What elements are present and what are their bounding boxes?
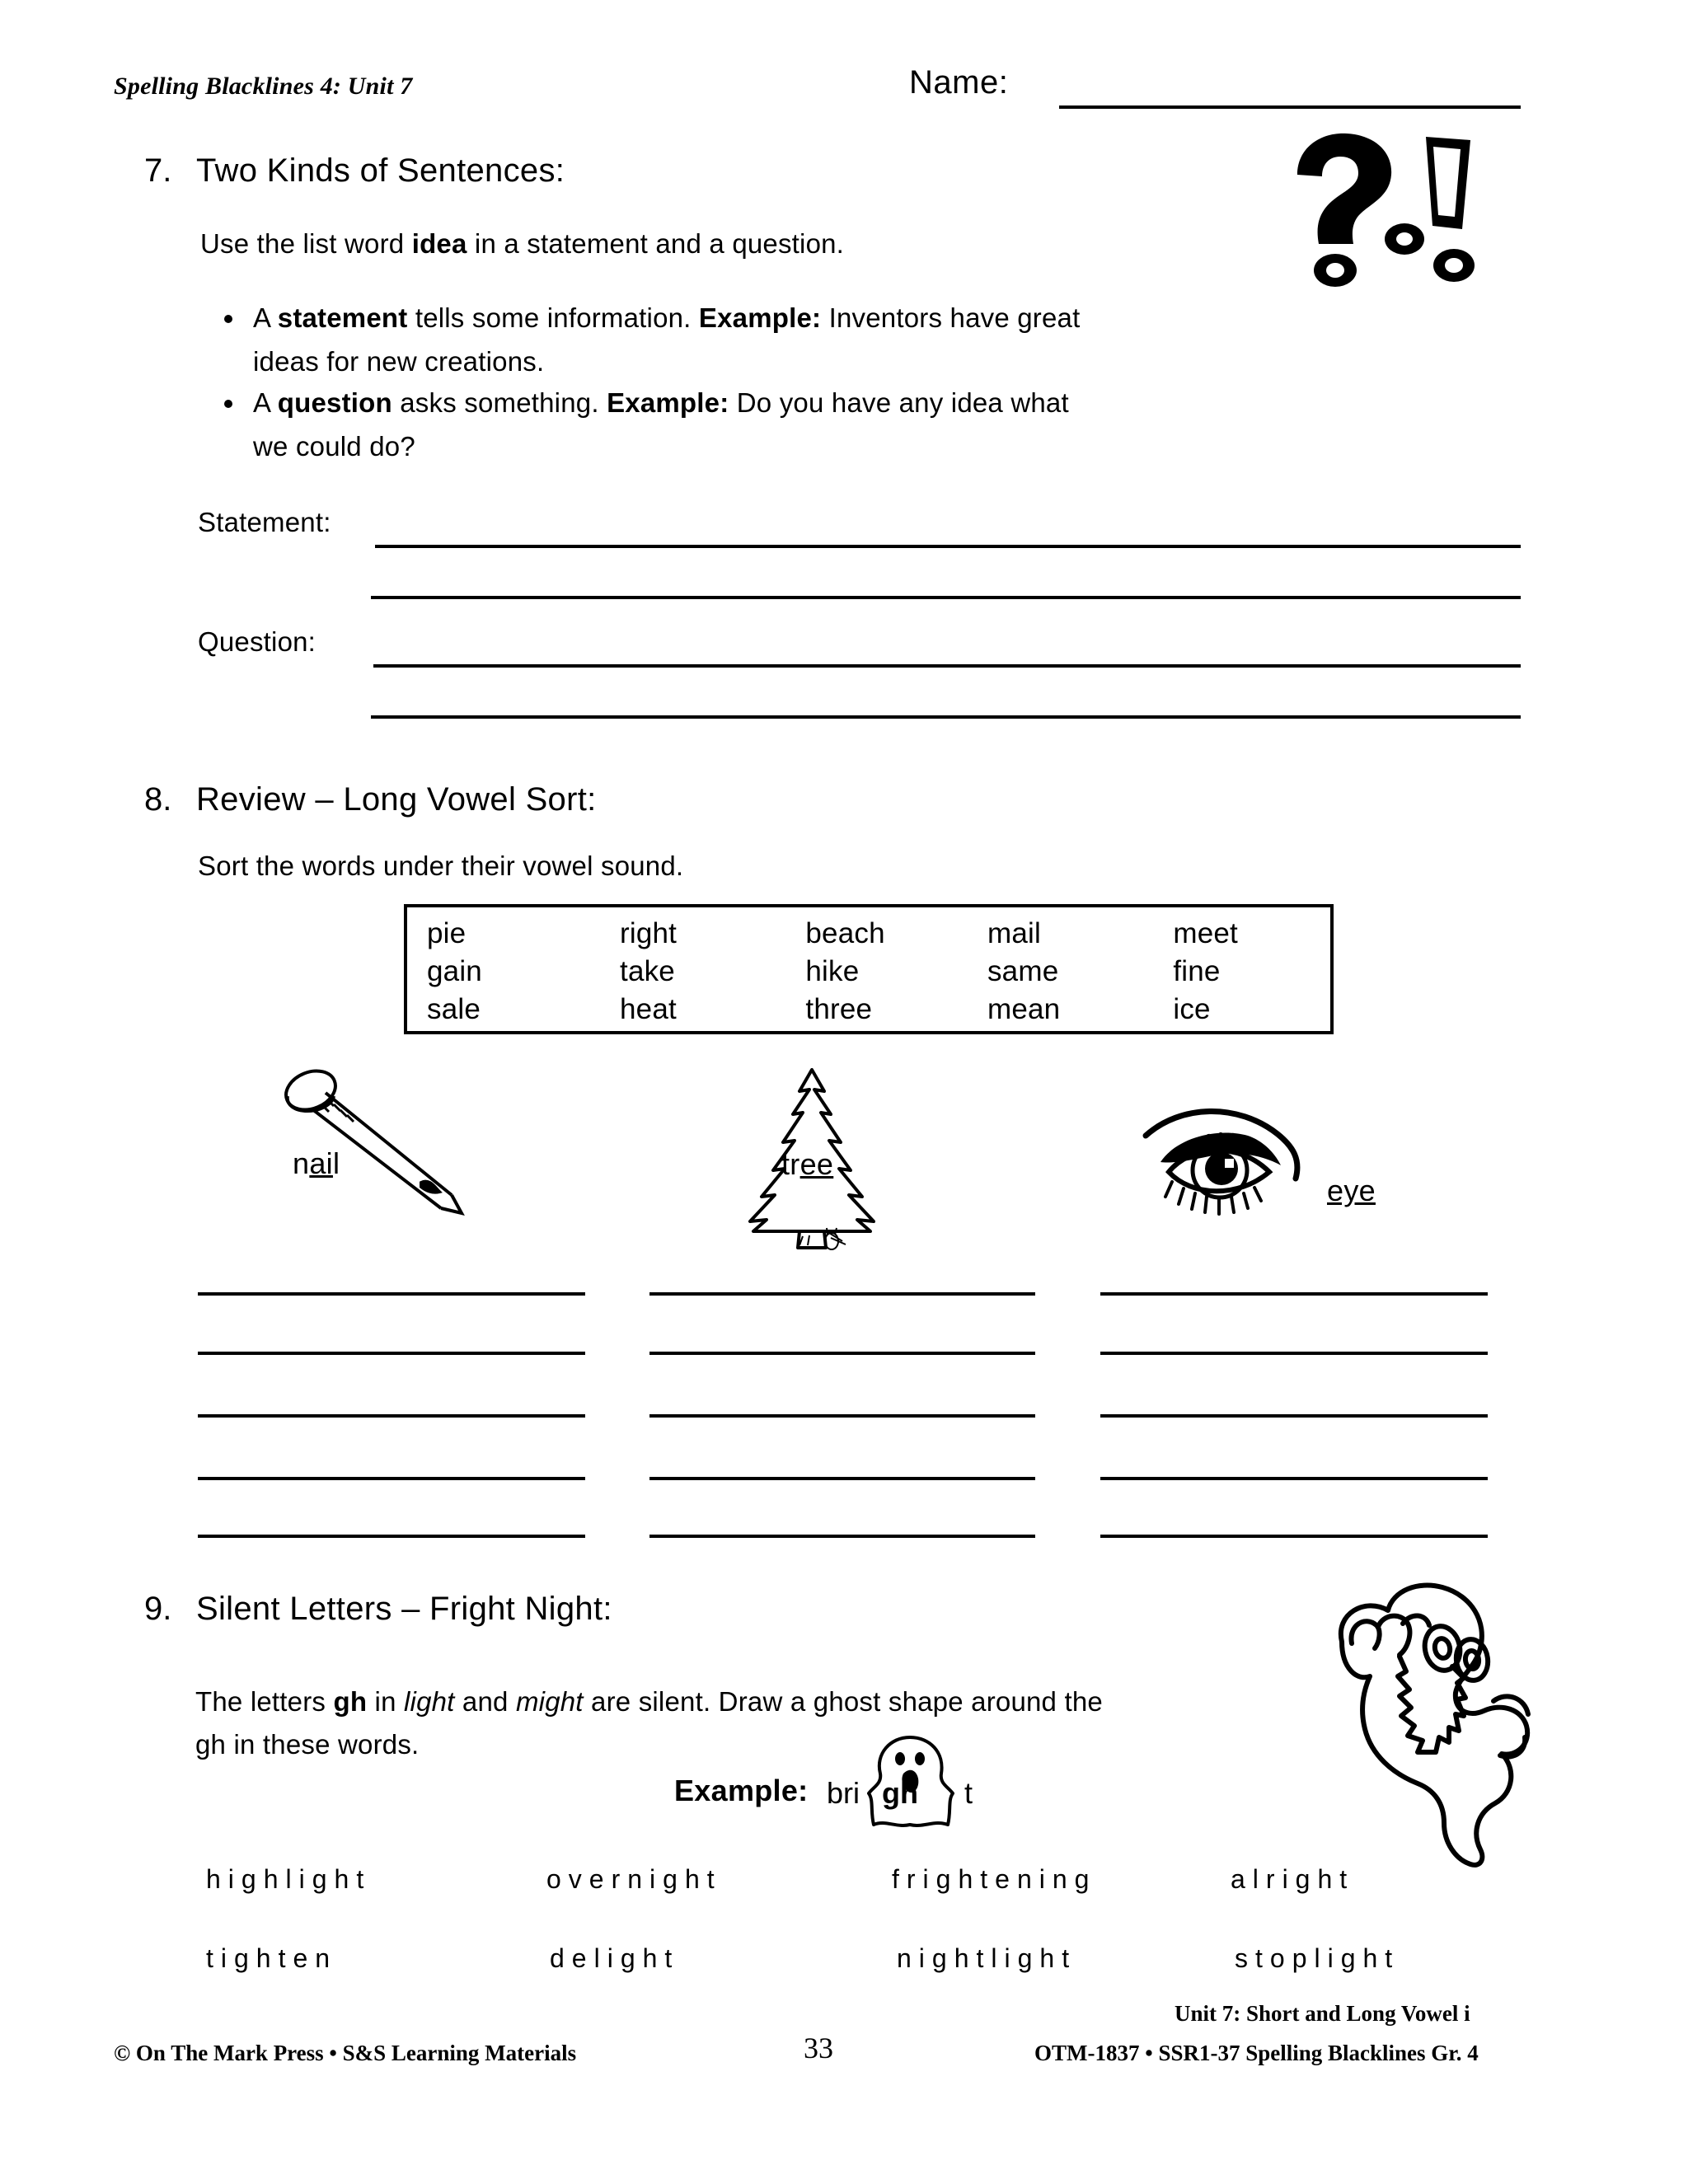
silent-word-frightening: frightening bbox=[892, 1864, 1097, 1894]
section-9-instruction-line-2: gh in these words. bbox=[195, 1729, 420, 1760]
tree-label-pre: tr bbox=[781, 1147, 800, 1181]
eye-icon bbox=[1139, 1086, 1345, 1226]
silent-word-alright: alright bbox=[1231, 1864, 1355, 1894]
tree-label-underline: ee bbox=[799, 1147, 834, 1181]
word-bank-cell: mean bbox=[987, 993, 1061, 1025]
b2-keyword-question: question bbox=[277, 387, 392, 418]
question-exclamation-icon bbox=[1279, 124, 1485, 288]
s9-p2: in bbox=[367, 1686, 405, 1717]
silent-word-nightlight: nightlight bbox=[897, 1943, 1077, 1973]
nail-label-underline: ai bbox=[309, 1146, 333, 1180]
b2-c: Do you have any idea what bbox=[729, 387, 1069, 418]
statement-write-line-1[interactable] bbox=[375, 545, 1521, 548]
s9-keyword-gh: gh bbox=[333, 1686, 368, 1717]
word-bank-cell: gain bbox=[427, 955, 482, 987]
eye-label-underline: eye bbox=[1327, 1174, 1376, 1207]
b2-b: asks something. bbox=[392, 387, 607, 418]
sort-line-col1-row5[interactable] bbox=[198, 1535, 585, 1538]
nail-label-post: l bbox=[332, 1146, 340, 1180]
silent-word-overnight: overnight bbox=[546, 1864, 722, 1894]
footer-unit-label: Unit 7: Short and Long Vowel i bbox=[1175, 2001, 1470, 2026]
sort-line-col3-row5[interactable] bbox=[1100, 1535, 1488, 1538]
name-input-line[interactable] bbox=[1059, 105, 1521, 109]
instr-part-c: in a statement and a question. bbox=[467, 228, 845, 259]
page-number: 33 bbox=[804, 2032, 833, 2064]
footer-copyright: © On The Mark Press • S&S Learning Materials bbox=[114, 2041, 577, 2065]
question-write-line-2[interactable] bbox=[371, 715, 1521, 719]
sort-line-col2-row1[interactable] bbox=[649, 1292, 1035, 1296]
section-8-title: Review – Long Vowel Sort: bbox=[196, 781, 597, 818]
example-circled-letters: gh bbox=[882, 1776, 918, 1810]
sort-line-col2-row3[interactable] bbox=[649, 1414, 1035, 1418]
section-8-instruction: Sort the words under their vowel sound. bbox=[198, 851, 684, 881]
sort-line-col2-row5[interactable] bbox=[649, 1535, 1035, 1538]
document-header-title: Spelling Blacklines 4: Unit 7 bbox=[114, 73, 413, 100]
word-bank-cell: same bbox=[987, 955, 1059, 987]
b1-a: A bbox=[253, 302, 278, 333]
section-9-instruction-line-1 bbox=[195, 1686, 1103, 1718]
word-bank-cell: beach bbox=[805, 917, 885, 949]
tree-label bbox=[781, 1147, 833, 1182]
bullet-1-line-2: ideas for new creations. bbox=[253, 346, 545, 377]
word-bank-cell: right bbox=[620, 917, 678, 949]
sort-line-col3-row2[interactable] bbox=[1100, 1352, 1488, 1355]
s9-p4: are silent. Draw a ghost shape around the bbox=[583, 1686, 1103, 1717]
silent-word-delight: delight bbox=[550, 1943, 680, 1973]
s9-word-light: light bbox=[404, 1686, 455, 1717]
example-label: Example: bbox=[674, 1774, 809, 1807]
word-bank-cell: take bbox=[620, 955, 675, 987]
statement-write-line-2[interactable] bbox=[371, 596, 1521, 599]
nail-label-pre: n bbox=[293, 1146, 310, 1180]
s9-word-might: might bbox=[515, 1686, 584, 1717]
word-bank-cell: hike bbox=[805, 955, 860, 987]
footer-product-code: OTM-1837 • SSR1-37 Spelling Blacklines Gr. 4 bbox=[1034, 2041, 1479, 2065]
silent-word-stoplight: stoplight bbox=[1235, 1943, 1400, 1973]
bullet-2-line-2: we could do? bbox=[253, 431, 415, 462]
eye-label bbox=[1327, 1174, 1376, 1208]
section-9-number: 9. bbox=[144, 1591, 172, 1627]
ghost-icon bbox=[1286, 1566, 1550, 1871]
silent-word-highlight: highlight bbox=[206, 1864, 372, 1894]
statement-label: Statement: bbox=[198, 507, 331, 537]
instr-part-a: Use the list word bbox=[200, 228, 412, 259]
word-bank-row bbox=[427, 917, 1315, 955]
instr-keyword-idea: idea bbox=[411, 228, 467, 259]
section-7-number: 7. bbox=[144, 152, 172, 189]
b2-a: A bbox=[253, 387, 278, 418]
bullet-2-line-1 bbox=[253, 387, 1069, 419]
word-bank-cell: sale bbox=[427, 993, 481, 1025]
b1-b: tells some information. bbox=[407, 302, 699, 333]
silent-word-tighten: tighten bbox=[206, 1943, 338, 1973]
s9-p3: and bbox=[454, 1686, 516, 1717]
question-label: Question: bbox=[198, 626, 316, 657]
sort-line-col1-row4[interactable] bbox=[198, 1477, 585, 1480]
word-bank-row bbox=[427, 993, 1315, 1031]
example-word-before: bri bbox=[827, 1776, 860, 1810]
word-bank-cell: fine bbox=[1173, 955, 1221, 987]
nail-label bbox=[293, 1146, 340, 1181]
bullet-marker-1 bbox=[224, 315, 232, 323]
b1-keyword-statement: statement bbox=[277, 302, 408, 333]
sort-line-col3-row1[interactable] bbox=[1100, 1292, 1488, 1296]
bullet-1-line-1 bbox=[253, 302, 1080, 334]
word-bank-cell: heat bbox=[620, 993, 677, 1025]
sort-line-col2-row4[interactable] bbox=[649, 1477, 1035, 1480]
nail-icon bbox=[276, 1063, 482, 1220]
sort-line-col1-row2[interactable] bbox=[198, 1352, 585, 1355]
b1-c: Inventors have great bbox=[821, 302, 1081, 333]
sort-line-col3-row3[interactable] bbox=[1100, 1414, 1488, 1418]
bullet-marker-2 bbox=[224, 400, 232, 408]
word-bank-cell: ice bbox=[1173, 993, 1211, 1025]
section-8-number: 8. bbox=[144, 781, 172, 818]
sort-line-col1-row1[interactable] bbox=[198, 1292, 585, 1296]
sort-line-col2-row2[interactable] bbox=[649, 1352, 1035, 1355]
b1-example-label: Example: bbox=[698, 302, 822, 333]
sort-line-col3-row4[interactable] bbox=[1100, 1477, 1488, 1480]
example-word-after: t bbox=[964, 1776, 973, 1810]
name-label: Name: bbox=[909, 64, 1009, 101]
sort-line-col1-row3[interactable] bbox=[198, 1414, 585, 1418]
word-bank-row bbox=[427, 955, 1315, 993]
section-7-title: Two Kinds of Sentences: bbox=[196, 152, 565, 189]
b2-example-label: Example: bbox=[607, 387, 729, 418]
word-bank-cell: meet bbox=[1173, 917, 1238, 949]
word-bank-cell: mail bbox=[987, 917, 1041, 949]
section-7-instruction bbox=[200, 228, 844, 260]
s9-p1: The letters bbox=[195, 1686, 334, 1717]
question-write-line-1[interactable] bbox=[373, 664, 1521, 668]
section-9-title: Silent Letters – Fright Night: bbox=[196, 1591, 612, 1627]
word-bank-box bbox=[404, 904, 1334, 1034]
word-bank-cell: three bbox=[805, 993, 873, 1025]
word-bank-cell: pie bbox=[427, 917, 467, 949]
